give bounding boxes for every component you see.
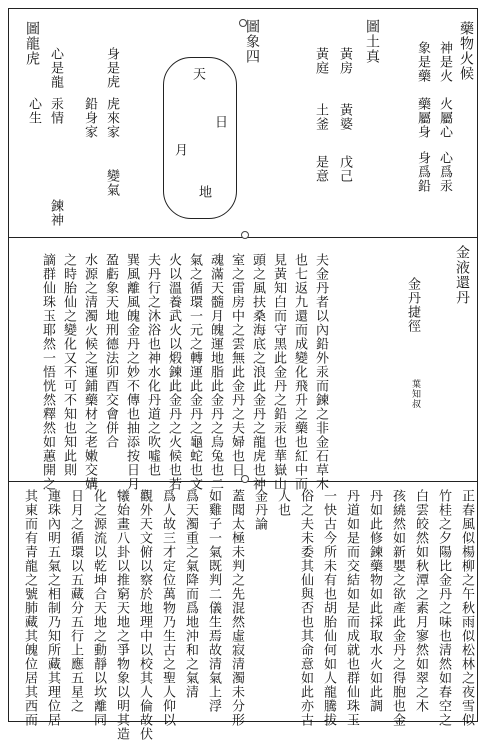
text-column: 丹道如是而交結如是而成就也群仙珠玉	[344, 489, 359, 727]
text-column: 爲人故三才定位萬物乃生古之聖人仰以	[160, 489, 175, 727]
label-moon: 月	[172, 143, 187, 157]
text-column: 盈虧象天地刑德法卯酉交會併合	[103, 253, 118, 449]
col-earth-4: 黃庭	[313, 47, 328, 75]
col-earth-3: 戊己	[337, 155, 352, 183]
text-column: 室之雷房中之雲無此金丹之夫婦也日	[229, 253, 244, 477]
col-dragon-d: 心生	[26, 97, 41, 125]
col-fire-3: 心爲汞	[437, 151, 452, 193]
header-four-images: 圖象四	[244, 19, 260, 64]
col-earth-2: 黃婆	[337, 103, 352, 131]
text-column: 巽風離風魄金丹之妙不傳也抽添按日月	[124, 253, 139, 491]
subtitle-shortcut: 金丹捷徑	[405, 277, 420, 333]
header-medicine: 藥物火候	[458, 21, 474, 81]
label-earth: 地	[196, 185, 211, 199]
col-dragon-e: 鍊神	[48, 199, 63, 227]
text-column: 日月之循環以五藏分五行上應五星之	[68, 489, 83, 713]
text-column: 爲天濁重之氣降而爲地沖和之氣清	[183, 489, 198, 699]
text-column: 化之源流以乾坤合天地之動靜以坎離同	[91, 489, 106, 727]
col-fire-1: 神是火	[437, 41, 452, 83]
text-column: 氣之循環一元之轉運此金丹之龜蛇也文	[187, 253, 202, 491]
text-column: 觀外天文俯以察於地理中以校其人倫故伏	[137, 489, 152, 741]
text-column: 白雲皎然如秋潭之素月寥然如翠之木	[413, 489, 428, 713]
author-note: 葉知叔	[410, 379, 420, 409]
col-earth-1: 黃房	[337, 47, 352, 75]
header-earth: 圖土真	[364, 19, 380, 64]
col-medicine-a: 象是藥	[415, 41, 430, 83]
text-column: 犧始畫八卦以推窮天地之爭物象以明其造	[114, 489, 129, 741]
text-column: 一快古今所未有也胡胎仙何如人龍騰拔	[321, 489, 336, 727]
title-gold-liquid: 金液還丹	[454, 245, 470, 305]
col-dragon-a: 心是龍	[48, 47, 63, 89]
text-column: 連珠內明五氣之相制乃知所藏其理位居	[45, 489, 60, 727]
col-tiger-c: 鉛身家	[82, 97, 97, 139]
text-column: 金丹論	[252, 489, 267, 531]
text-column: 竹桂之夕陽比金丹之味也清然如春空之	[436, 489, 451, 727]
text-column: 如雞子一氣既判二儀生焉故清氣上浮	[206, 489, 221, 713]
text-column: 正春風似楊柳之午秋雨似松林之夜雪似	[459, 489, 474, 727]
text-column: 人也	[275, 489, 290, 517]
col-tiger-d: 虎來家	[104, 97, 119, 139]
binding-hole	[241, 231, 249, 239]
text-column: 謫群仙珠玉耶然一悟恍然釋然如蕙開之	[40, 253, 55, 491]
col-medicine-c: 身爲鉛	[415, 151, 430, 193]
text-column: 孩繞然如新嬰之欲產此金丹之得胞也金	[390, 489, 405, 727]
text-column: 夫丹行之沐浴也神水化丹道之吹噓也	[145, 253, 160, 477]
text-column: 之時胎仙之變化又不可不知也知此則	[61, 253, 76, 477]
col-dragon-c: 汞情	[48, 97, 63, 125]
col-tiger-f: 變氣	[104, 169, 119, 197]
text-column: 俗之夫未委其仙與否也其命意如此亦古	[298, 489, 313, 727]
label-heaven: 天	[190, 67, 205, 81]
text-column: 蓋聞太極未判之先混然虛寂清濁未分形	[229, 489, 244, 727]
col-earth-6: 是意	[313, 155, 328, 183]
text-column: 頭之風扶桑海底之浪此金丹之龍虎也神	[250, 253, 265, 491]
col-fire-2: 火屬心	[437, 97, 452, 139]
text-column: 魂滿天髓月魄運地脂此金丹之烏兔也二	[208, 253, 223, 491]
text-column: 夫金丹者以內鉛外汞而鍊之非金石草木	[313, 253, 328, 491]
col-tiger-a: 身是虎	[104, 47, 119, 89]
label-sun: 日	[212, 115, 227, 129]
text-column: 丹如此修鍊藥物如此採取水火如此調	[367, 489, 382, 713]
book-page	[8, 8, 478, 741]
text-column: 見黃知白而守黑此金丹之鉛汞也華嶽山	[271, 253, 286, 491]
col-earth-5: 土釜	[313, 103, 328, 131]
text-column: 水源之清濁火候之運鋪藥材之老嫩交媾	[82, 253, 97, 491]
text-column: 其東而有青龍之號肺藏其魄位居其西而	[22, 489, 37, 727]
text-column: 火以溫養武火以煅鍊此金丹之火候也若	[166, 253, 181, 491]
col-medicine-b: 藥屬身	[415, 97, 430, 139]
text-column: 也七返九還而成變化飛升之藥也紅中而	[292, 253, 307, 491]
header-dragon-tiger: 圖龍虎	[24, 21, 40, 66]
